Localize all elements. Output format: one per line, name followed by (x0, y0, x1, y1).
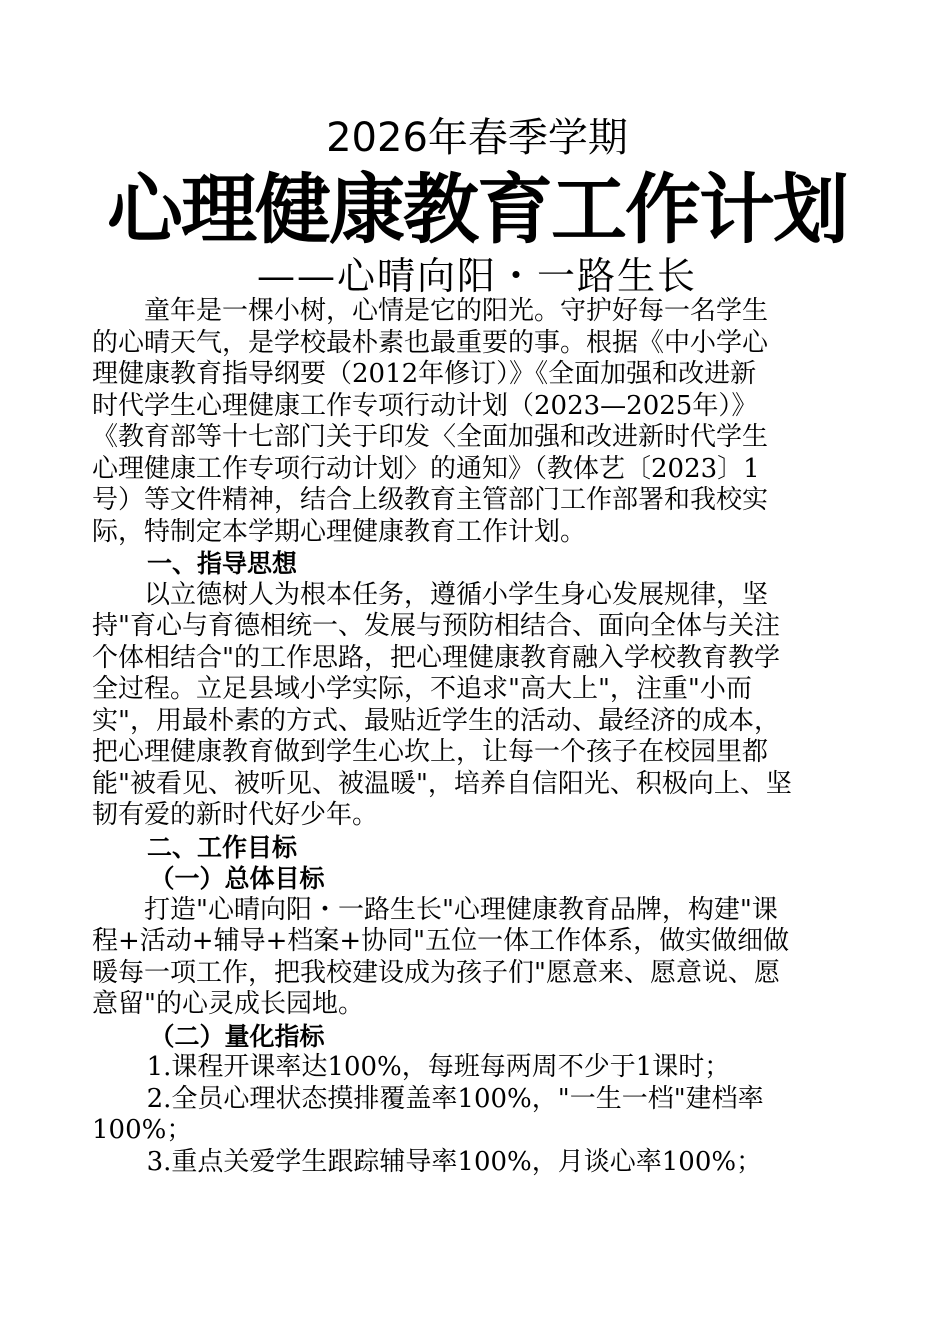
intro-line: 际，特制定本学期心理健康教育工作计划。 (92, 516, 587, 547)
intro-line: 号）等文件精神，结合上级教育主管部门工作部署和我校实 (92, 485, 769, 515)
list-item-continuation: 100%； (92, 1115, 193, 1145)
intro-paragraph (92, 296, 862, 548)
paragraph-line: 以立德树人为根本任务，遵循小学生身心发展规律，坚 (144, 579, 769, 610)
paragraph-line: 持"育心与育德相统一、发展与预防相结合、面向全体与关注 (92, 611, 780, 641)
paragraph-line: 暖每一项工作，把我校建设成为孩子们"愿意来、愿意说、愿 (92, 957, 780, 988)
paragraph-line: 把心理健康教育做到学生心坎上，让每一个孩子在校园里都 (92, 737, 769, 767)
term-title: 2026年春季学期 (326, 115, 628, 161)
page-subtitle: ——心晴向阳・一路生长 (256, 254, 697, 298)
intro-line: 心理健康工作专项行动计划〉的通知》（教体艺〔2023〕1 (92, 453, 760, 484)
page-title: 心理健康教育工作计划 (107, 165, 847, 254)
list-item: 2.全员心理状态摸排覆盖率100%，"一生一档"建档率 (146, 1083, 764, 1114)
paragraph-line: 意留"的心灵成长园地。 (92, 989, 364, 1019)
subsection-heading-overall-goal: （一）总体目标 (149, 864, 325, 893)
paragraph-line: 能"被看见、被听见、被温暖"，培养自信阳光、积极向上、坚 (92, 768, 792, 799)
paragraph-line: 打造"心晴向阳・一路生长"心理健康教育品牌，构建"课 (144, 894, 778, 925)
list-item: 3.重点关爱学生跟踪辅导率100%，月谈心率100%； (146, 1146, 763, 1177)
paragraph-line: 韧有爱的新时代好少年。 (92, 800, 379, 830)
paragraph-line: 程+活动+辅导+档案+协同"五位一体工作体系，做实做细做 (92, 926, 790, 956)
guiding-ideology-paragraph (92, 580, 862, 832)
document-page (92, 112, 862, 1178)
section-heading-guiding-ideology: 一、指导思想 (147, 549, 298, 578)
paragraph-line: 全过程。立足县域小学实际，不追求"高大上"，注重"小而 (92, 674, 752, 704)
paragraph-line: 实"，用最朴素的方式、最贴近学生的活动、最经济的成本， (92, 705, 780, 736)
intro-line: 《教育部等十七部门关于印发〈全面加强和改进新时代学生 (92, 422, 769, 452)
intro-line: 时代学生心理健康工作专项行动计划（2023—2025年）》 (92, 390, 758, 421)
paragraph-line: 个体相结合"的工作思路，把心理健康教育融入学校教育教学 (92, 642, 780, 673)
indicator-list (92, 1052, 862, 1178)
section-heading-work-goals: 二、工作目标 (147, 832, 298, 862)
list-item: 1.课程开课率达100%，每班每两周不少于1课时； (146, 1052, 731, 1082)
intro-line: 理健康教育指导纲要（2012年修订）》《全面加强和改进新 (92, 359, 757, 389)
intro-line: 童年是一棵小树，心情是它的阳光。守护好每一名学生 (144, 296, 769, 326)
intro-line: 的心晴天气，是学校最朴素也最重要的事。根据《中小学心 (92, 327, 769, 358)
overall-goal-paragraph (92, 895, 862, 1021)
subsection-heading-quantitative-indicators: （二）量化指标 (149, 1021, 325, 1051)
